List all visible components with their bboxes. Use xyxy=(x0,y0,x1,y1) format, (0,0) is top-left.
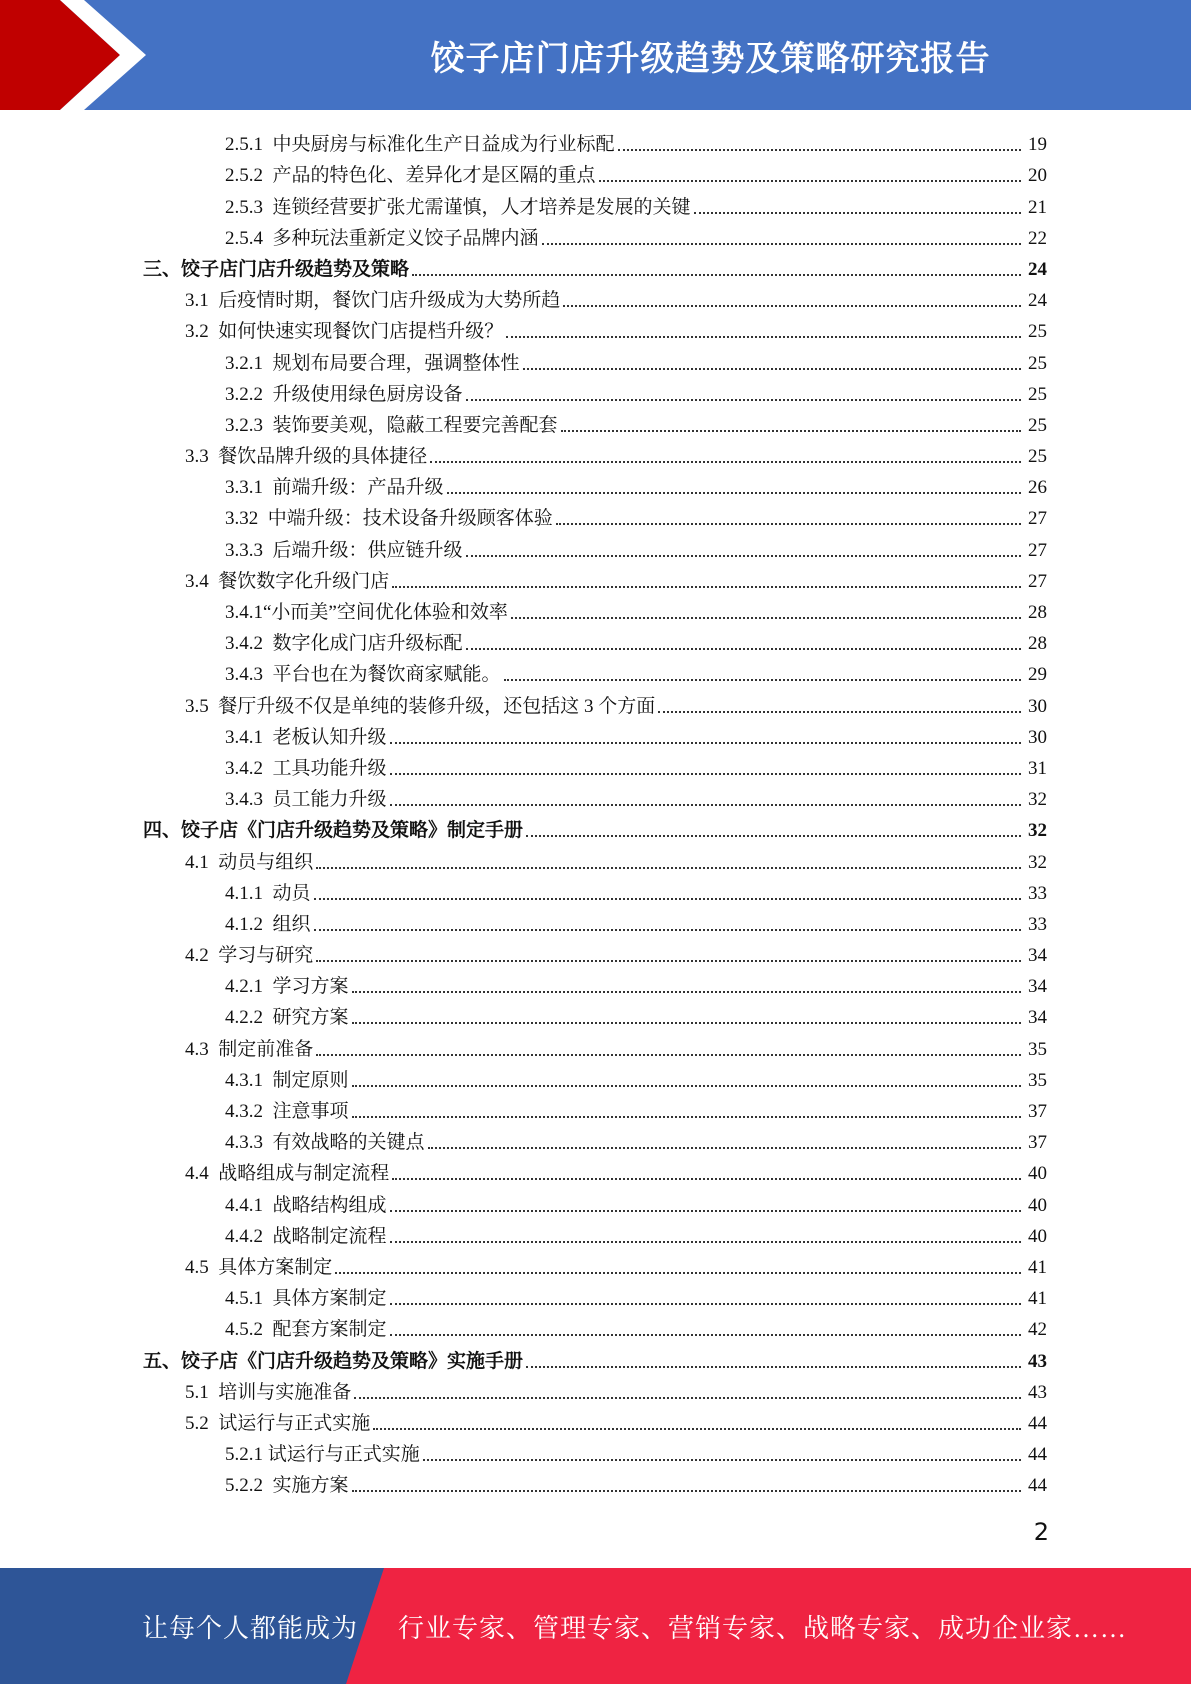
toc-entry-page: 35 xyxy=(1028,1038,1047,1060)
toc-entry-title: 4.1 动员与组织 xyxy=(185,851,314,873)
toc-entry-page: 19 xyxy=(1028,134,1047,156)
toc-entry-page: 40 xyxy=(1028,1225,1047,1247)
toc-dot-leader xyxy=(466,399,1021,401)
toc-entry[interactable] xyxy=(0,1469,1191,1500)
toc-entry-page: 25 xyxy=(1028,383,1047,405)
toc-entry-title: 5.2 试运行与正式实施 xyxy=(185,1412,371,1434)
toc-dot-leader xyxy=(694,212,1021,214)
toc-entry-page: 35 xyxy=(1028,1069,1047,1091)
toc-dot-leader xyxy=(352,1490,1021,1492)
report-title: 饺子店门店升级趋势及策略研究报告 xyxy=(430,38,991,79)
toc-dot-leader xyxy=(506,336,1021,338)
toc-dot-leader xyxy=(447,492,1021,494)
toc-entry-page: 30 xyxy=(1028,726,1047,748)
toc-entry-title: 3.1 后疫情时期，餐饮门店升级成为大势所趋 xyxy=(185,290,561,312)
toc-dot-leader xyxy=(412,274,1021,276)
toc-entry-page: 41 xyxy=(1028,1288,1047,1310)
toc-entry-title: 3.4.1“小而美”空间优化体验和效率 xyxy=(225,602,508,623)
toc-entry[interactable] xyxy=(0,471,1191,502)
toc-entry[interactable] xyxy=(0,752,1191,783)
toc-dot-leader xyxy=(316,960,1021,962)
toc-entry[interactable] xyxy=(0,1188,1191,1219)
toc-entry[interactable] xyxy=(0,1064,1191,1095)
toc-entry[interactable] xyxy=(0,939,1191,970)
toc-entry-title: 4.3.3 有效战略的关键点 xyxy=(225,1132,425,1154)
toc-entry-page: 42 xyxy=(1028,1319,1047,1341)
page-number: 2 xyxy=(1033,1518,1049,1546)
toc-entry-title: 3.3.1 前端升级：产品升级 xyxy=(225,477,444,499)
toc-entry[interactable] xyxy=(0,253,1191,284)
toc-dot-leader xyxy=(316,867,1021,869)
toc-entry-title: 3.4.2 工具功能升级 xyxy=(225,757,387,779)
toc-entry-page: 44 xyxy=(1028,1475,1047,1497)
toc-dot-leader xyxy=(563,305,1021,307)
toc-entry[interactable] xyxy=(0,783,1191,814)
toc-entry[interactable] xyxy=(0,1344,1191,1375)
toc-entry-page: 25 xyxy=(1028,352,1047,374)
toc-dot-leader xyxy=(511,617,1021,619)
toc-entry-title: 4.1.1 动员 xyxy=(225,882,311,904)
toc-entry-title: 四、饺子店《门店升级趋势及策略》制定手册 xyxy=(143,820,524,842)
page-header xyxy=(0,0,1191,110)
toc-entry[interactable] xyxy=(0,284,1191,315)
toc-entry[interactable] xyxy=(0,315,1191,346)
chevron-logo-icon xyxy=(0,0,240,110)
toc-dot-leader xyxy=(423,1459,1021,1461)
toc-entry[interactable] xyxy=(0,159,1191,190)
toc-dot-leader xyxy=(556,523,1021,525)
toc-entry-page: 20 xyxy=(1028,165,1047,187)
toc-dot-leader xyxy=(390,1334,1021,1336)
toc-entry-title: 2.5.2 产品的特色化、差异化才是区隔的重点 xyxy=(225,165,596,187)
toc-dot-leader xyxy=(352,1022,1021,1024)
toc-dot-leader xyxy=(599,180,1021,182)
toc-entry-page: 28 xyxy=(1028,602,1047,623)
toc-entry-title: 3.3 餐饮品牌升级的具体捷径 xyxy=(185,446,428,468)
toc-dot-leader xyxy=(390,1303,1021,1305)
toc-dot-leader xyxy=(314,898,1021,900)
toc-entry-page: 34 xyxy=(1028,976,1047,998)
toc-entry-title: 3.4.2 数字化成门店升级标配 xyxy=(225,633,463,655)
toc-entry[interactable] xyxy=(0,1001,1191,1032)
toc-entry-page: 24 xyxy=(1028,258,1047,280)
toc-dot-leader xyxy=(390,773,1021,775)
toc-dot-leader xyxy=(316,1054,1021,1056)
toc-entry-title: 3.5 餐厅升级不仅是单纯的装修升级，还包括这 3 个方面 xyxy=(185,695,656,717)
toc-entry-title: 3.4.3 员工能力升级 xyxy=(225,789,387,811)
toc-entry-page: 37 xyxy=(1028,1132,1047,1154)
toc-dot-leader xyxy=(504,679,1021,681)
toc-entry-page: 32 xyxy=(1028,851,1047,873)
toc-entry[interactable] xyxy=(0,689,1191,720)
toc-entry-page: 25 xyxy=(1028,321,1047,343)
toc-entry-title: 五、饺子店《门店升级趋势及策略》实施手册 xyxy=(143,1350,524,1372)
toc-entry[interactable] xyxy=(0,346,1191,377)
toc-entry-title: 4.2.1 学习方案 xyxy=(225,976,349,998)
toc-entry-page: 41 xyxy=(1028,1256,1047,1278)
toc-dot-leader xyxy=(428,1147,1021,1149)
toc-entry[interactable] xyxy=(0,502,1191,533)
toc-entry[interactable] xyxy=(0,1157,1191,1188)
toc-entry[interactable] xyxy=(0,1282,1191,1313)
toc-dot-leader xyxy=(526,1366,1021,1368)
toc-dot-leader xyxy=(352,1085,1021,1087)
toc-entry-page: 26 xyxy=(1028,477,1047,499)
toc-entry[interactable] xyxy=(0,970,1191,1001)
toc-entry-page: 34 xyxy=(1028,1007,1047,1029)
toc-entry-page: 25 xyxy=(1028,414,1047,436)
toc-entry-page: 27 xyxy=(1028,539,1047,561)
toc-entry-page: 28 xyxy=(1028,633,1047,655)
toc-entry-page: 43 xyxy=(1028,1381,1047,1403)
toc-entry-title: 3.3.3 后端升级：供应链升级 xyxy=(225,539,463,561)
toc-entry[interactable] xyxy=(0,845,1191,876)
toc-entry-title: 3.2.1 规划布局要合理，强调整体性 xyxy=(225,352,520,374)
toc-dot-leader xyxy=(390,1241,1021,1243)
toc-entry[interactable] xyxy=(0,908,1191,939)
toc-entry-title: 3.32 中端升级：技术设备升级顾客体验 xyxy=(225,508,553,530)
toc-entry[interactable] xyxy=(0,1032,1191,1063)
toc-entry[interactable] xyxy=(0,1376,1191,1407)
toc-entry-title: 4.4.1 战略结构组成 xyxy=(225,1194,387,1216)
toc-entry[interactable] xyxy=(0,440,1191,471)
toc-entry-page: 27 xyxy=(1028,508,1047,530)
toc-entry-title: 5.1 培训与实施准备 xyxy=(185,1381,352,1403)
toc-entry-title: 5.2.1 试运行与正式实施 xyxy=(225,1444,420,1466)
toc-dot-leader xyxy=(390,804,1021,806)
toc-entry[interactable] xyxy=(0,409,1191,440)
toc-entry-title: 4.3.2 注意事项 xyxy=(225,1101,349,1122)
toc-entry-title: 4.3.1 制定原则 xyxy=(225,1069,349,1091)
toc-entry-title: 3.2.3 装饰要美观，隐蔽工程要完善配套 xyxy=(225,414,558,436)
toc-entry[interactable] xyxy=(0,378,1191,409)
toc-entry-title: 3.4 餐饮数字化升级门店 xyxy=(185,570,390,592)
toc-entry-title: 4.4.2 战略制定流程 xyxy=(225,1225,387,1247)
toc-dot-leader xyxy=(373,1428,1021,1430)
toc-dot-leader xyxy=(314,929,1021,931)
toc-entry[interactable] xyxy=(0,1407,1191,1438)
toc-entry-page: 43 xyxy=(1028,1350,1047,1372)
toc-entry-page: 32 xyxy=(1028,789,1047,811)
toc-entry-title: 2.5.1 中央厨房与标准化生产日益成为行业标配 xyxy=(225,134,615,156)
toc-entry[interactable] xyxy=(0,627,1191,658)
toc-entry-page: 29 xyxy=(1028,664,1047,686)
toc-entry[interactable] xyxy=(0,658,1191,689)
toc-entry-title: 3.2 如何快速实现餐饮门店提档升级？ xyxy=(185,321,504,343)
toc-dot-leader xyxy=(392,1178,1021,1180)
toc-dot-leader xyxy=(466,648,1021,650)
toc-entry-page: 40 xyxy=(1028,1194,1047,1216)
toc-entry[interactable] xyxy=(0,596,1191,627)
toc-entry-title: 4.2.2 研究方案 xyxy=(225,1007,349,1029)
toc-entry-page: 33 xyxy=(1028,913,1047,935)
toc-entry-page: 37 xyxy=(1028,1101,1047,1122)
toc-entry-page: 21 xyxy=(1028,196,1047,218)
toc-entry-title: 3.4.1 老板认知升级 xyxy=(225,726,387,748)
toc-dot-leader xyxy=(542,243,1021,245)
toc-dot-leader xyxy=(658,711,1021,713)
toc-entry-page: 22 xyxy=(1028,227,1047,249)
toc-dot-leader xyxy=(561,430,1021,432)
toc-dot-leader xyxy=(618,149,1021,151)
toc-entry-page: 25 xyxy=(1028,446,1047,468)
toc-entry-page: 44 xyxy=(1028,1444,1047,1466)
footer-slogan-left: 让每个人都能成为 xyxy=(142,1613,359,1643)
toc-entry-page: 24 xyxy=(1028,290,1047,312)
toc-entry-page: 34 xyxy=(1028,945,1047,967)
toc-entry[interactable] xyxy=(0,128,1191,159)
toc-entry[interactable] xyxy=(0,721,1191,752)
toc-entry-page: 33 xyxy=(1028,882,1047,904)
toc-dot-leader xyxy=(390,742,1021,744)
toc-dot-leader xyxy=(526,835,1021,837)
toc-entry[interactable] xyxy=(0,565,1191,596)
toc-dot-leader xyxy=(354,1397,1021,1399)
toc-dot-leader xyxy=(430,461,1021,463)
toc-entry-title: 4.3 制定前准备 xyxy=(185,1038,314,1060)
toc-entry[interactable] xyxy=(0,222,1191,253)
toc-entry[interactable] xyxy=(0,877,1191,908)
toc-entry[interactable] xyxy=(0,1126,1191,1157)
toc-dot-leader xyxy=(335,1272,1021,1274)
toc-entry-title: 3.4.3 平台也在为餐饮商家赋能。 xyxy=(225,664,501,686)
toc-dot-leader xyxy=(352,1116,1021,1118)
toc-entry-page: 44 xyxy=(1028,1412,1047,1434)
toc-entry-title: 4.5.1 具体方案制定 xyxy=(225,1288,387,1310)
toc-entry-title: 4.2 学习与研究 xyxy=(185,945,314,967)
toc-dot-leader xyxy=(390,1210,1021,1212)
toc-entry-title: 4.4 战略组成与制定流程 xyxy=(185,1163,390,1185)
toc-dot-leader xyxy=(523,368,1021,370)
toc-entry-page: 31 xyxy=(1028,757,1047,779)
toc-entry[interactable] xyxy=(0,1220,1191,1251)
toc-dot-leader xyxy=(352,991,1021,993)
toc-entry-page: 30 xyxy=(1028,695,1047,717)
toc-entry-title: 2.5.3 连锁经营要扩张尤需谨慎，人才培养是发展的关键 xyxy=(225,196,691,218)
toc-entry[interactable] xyxy=(0,1251,1191,1282)
toc-entry[interactable] xyxy=(0,190,1191,221)
toc-entry-title: 4.5 具体方案制定 xyxy=(185,1256,333,1278)
toc-entry-title: 4.5.2 配套方案制定 xyxy=(225,1319,387,1341)
toc-entry[interactable] xyxy=(0,1313,1191,1344)
toc-entry[interactable] xyxy=(0,814,1191,845)
toc-entry-page: 40 xyxy=(1028,1163,1047,1185)
toc-entry-title: 3.2.2 升级使用绿色厨房设备 xyxy=(225,383,463,405)
toc-dot-leader xyxy=(392,586,1021,588)
toc-entry[interactable] xyxy=(0,1095,1191,1126)
toc-entry-title: 5.2.2 实施方案 xyxy=(225,1475,349,1497)
table-of-contents xyxy=(0,128,1191,1500)
footer-slogan-right: 行业专家、管理专家、营销专家、战略专家、成功企业家…… xyxy=(398,1613,1128,1643)
toc-entry-title: 三、饺子店门店升级趋势及策略 xyxy=(143,258,410,280)
page-footer xyxy=(0,1568,1191,1684)
toc-entry[interactable] xyxy=(0,1438,1191,1469)
toc-entry-page: 27 xyxy=(1028,570,1047,592)
toc-entry-title: 2.5.4 多种玩法重新定义饺子品牌内涵 xyxy=(225,227,539,249)
toc-dot-leader xyxy=(466,555,1021,557)
toc-entry[interactable] xyxy=(0,533,1191,564)
toc-entry-title: 4.1.2 组织 xyxy=(225,913,311,935)
toc-entry-page: 32 xyxy=(1028,820,1047,842)
